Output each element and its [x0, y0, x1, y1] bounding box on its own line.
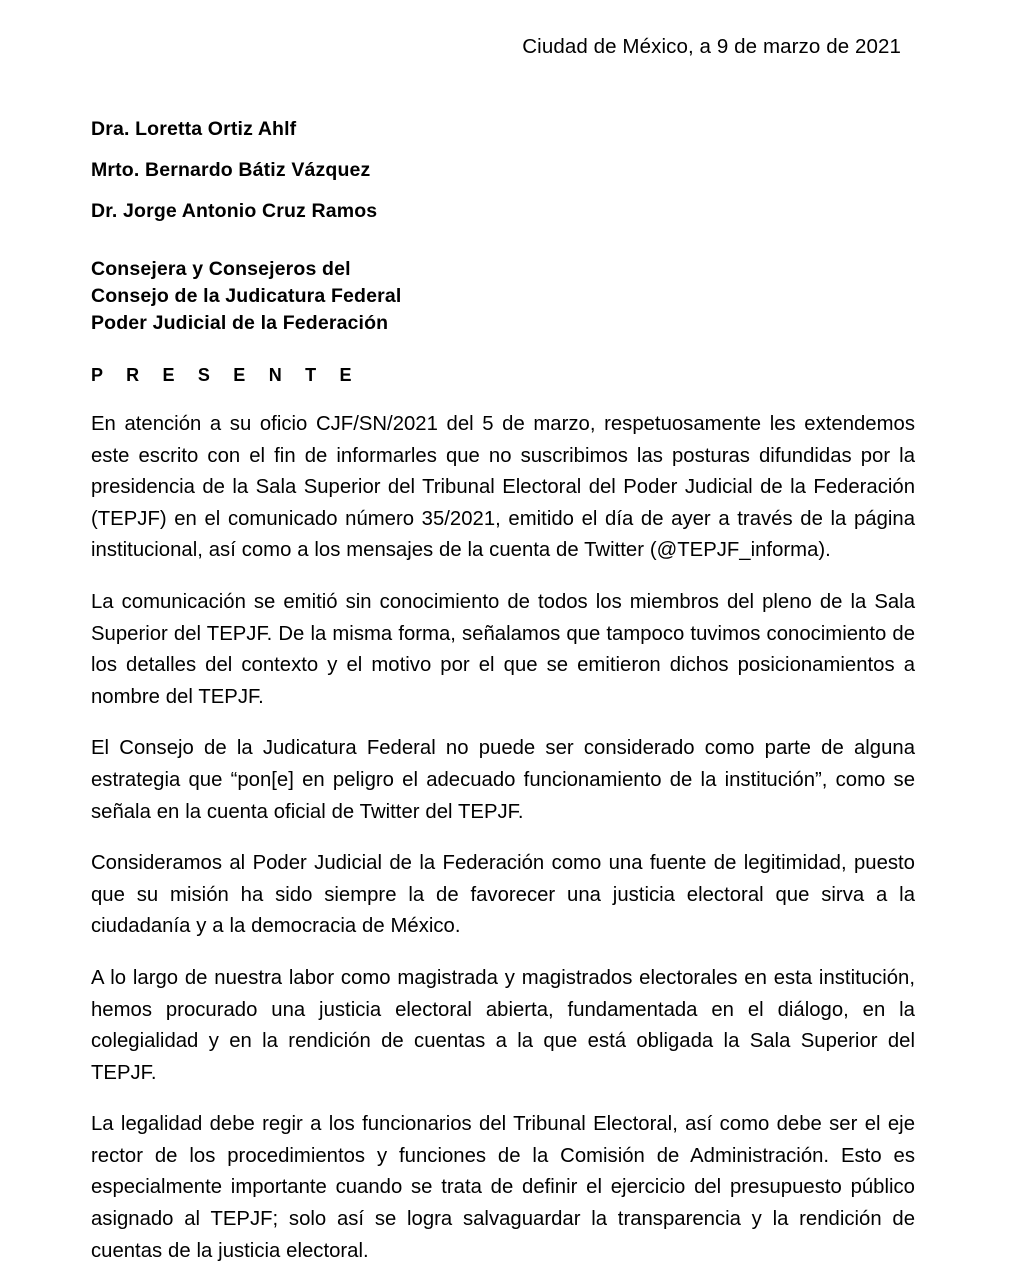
- body-paragraph-4: Consideramos al Poder Judicial de la Federación como una fuente de legitimidad, puesto que su misión ha sido siempre la de favorecer una justicia electoral que sirva a la ciudadanía y a la democracia de México.: [91, 852, 915, 938]
- body-paragraph-5: A lo largo de nuestra labor como magistrada y magistrados electorales en esta institución, hemos procurado una justicia electoral abierta, fundamentada en el diálogo, en la colegialidad y en la rendición de cuentas a la que está obligada la Sala Superior del TEPJF.: [91, 966, 915, 1084]
- addressee-name-2: Mrto. Bernardo Bátiz Vázquez: [91, 159, 371, 181]
- institution-line-2: Consejo de la Judicatura Federal: [91, 285, 402, 307]
- addressee-name-1: Dra. Loretta Ortiz Ahlf: [91, 118, 297, 140]
- addressee-name-3: Dr. Jorge Antonio Cruz Ramos: [91, 200, 378, 222]
- institution-block: [91, 256, 915, 337]
- document-body: [91, 409, 915, 1267]
- salutation: P R E S E N T E: [91, 365, 361, 385]
- body-paragraph-6: La legalidad debe regir a los funcionarios del Tribunal Electoral, así como debe ser el eje rector de los procedimientos y funciones de la Comisión de Administración. Esto es especialmente importante cuando se trata de definir el ejercicio del presupuesto público asignado al TEPJF; solo así se logra salvaguardar la transparencia y la rendición de cuentas de la justicia electoral.: [91, 1113, 915, 1262]
- document-date: Ciudad de México, a 9 de marzo de 2021: [522, 35, 901, 58]
- addressee-block: [91, 117, 915, 240]
- body-paragraph-2: La comunicación se emitió sin conocimiento de todos los miembros del pleno de la Sala Superior del TEPJF. De la misma forma, señalamos que tampoco tuvimos conocimiento de los detalles del contexto y el motivo por el que se emitieron dichos posicionamientos a nombre del TEPJF.: [91, 590, 915, 708]
- body-paragraph-3: El Consejo de la Judicatura Federal no puede ser considerado como parte de alguna estrategia que “pon[e] en peligro el adecuado funcionamiento de la institución”, como se señala en la cuenta oficial de Twitter del TEPJF.: [91, 737, 915, 823]
- institution-line-3: Poder Judicial de la Federación: [91, 312, 389, 334]
- institution-line-1: Consejera y Consejeros del: [91, 258, 351, 280]
- body-paragraph-1: En atención a su oficio CJF/SN/2021 del 5 de marzo, respetuosamente les extendemos este escrito con el fin de informarles que no suscribimos las posturas difundidas por la presidencia de la Sala Superior del Tribunal Electoral del Poder Judicial de la Federación (TEPJF) en el comunicado número 35/2021, emitido el día de ayer a través de la página institucional, así como a los mensajes de la cuenta de Twitter (@TEPJF_informa).: [91, 413, 915, 562]
